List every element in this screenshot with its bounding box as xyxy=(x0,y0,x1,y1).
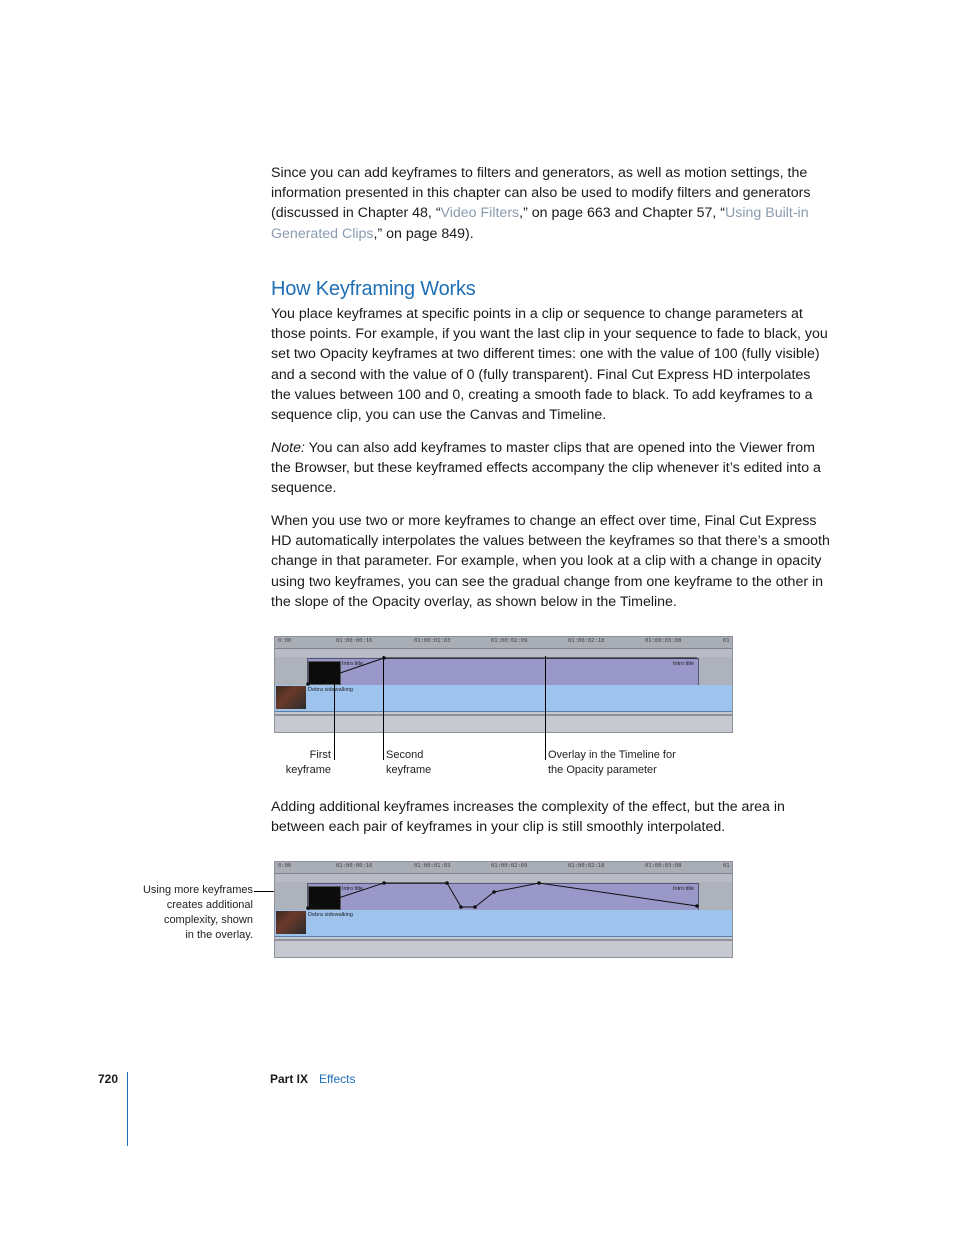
timecode: 0:00 xyxy=(278,863,292,869)
second-keyframe-callout: Second keyframe xyxy=(386,749,432,776)
timecode: 01:00:02:09 xyxy=(491,638,528,644)
video-filters-link[interactable]: Video Filters xyxy=(440,205,520,222)
video-clip-end-label: Intro title xyxy=(673,886,695,892)
overlay-callout: Overlay in the Timeline for the Opacity parameter xyxy=(548,749,676,776)
opacity-line xyxy=(308,883,697,908)
timecode: 01:00:01:03 xyxy=(414,863,451,869)
intro-text-2: ,” on page 663 and Chapter 57, “ xyxy=(519,205,726,222)
timecode: 01 xyxy=(723,863,730,869)
intro-text-3: ,” on page 849). xyxy=(373,225,474,242)
opacity-overlay-2 xyxy=(275,862,732,957)
timecode: 01:00:02:18 xyxy=(568,638,605,644)
audio-clip-label: Debra sidewalking xyxy=(308,687,353,693)
timeline-figure-2 xyxy=(274,861,733,958)
footer-rule xyxy=(127,1072,128,1146)
note-label: Note: xyxy=(271,440,305,456)
timecode: 01:00:03:08 xyxy=(645,863,682,869)
footer-part: Part IX xyxy=(270,1072,309,1086)
audio-clip-label: Debra sidewalking xyxy=(308,912,353,918)
keyframe-marker[interactable] xyxy=(445,881,449,885)
keyframe-marker[interactable] xyxy=(695,904,699,908)
timecode: 01:00:03:08 xyxy=(645,638,682,644)
paragraph-1: You place keyframes at specific points in a clip or sequence to change parameters at those points. For example, if you want the last clip in your sequence to fade to black, you set two Opacity keyframes at two different times: one with the value of 100 (fully visible) and a second with the value of 0 (fully transparent). Final Cut Express HD interpolates the values between 100 and 0, creating a smooth fade to black. To add keyframes to a sequence clip, you can use the Canvas and Timeline. xyxy=(271,306,828,424)
timecode: 01:00:02:18 xyxy=(568,863,605,869)
note-text: You can also add keyframes to master clips that are opened into the Viewer from the Browser, but these keyframed effects accompany the clip whenever it’s edited into a sequence. xyxy=(271,440,821,497)
generated-clips-link[interactable]: Using Built-in Generated Clips xyxy=(271,205,809,242)
keyframe-marker[interactable] xyxy=(306,906,310,910)
timecode: 01:00:00:16 xyxy=(336,863,373,869)
first-keyframe-callout: First keyframe xyxy=(285,749,331,776)
keyframe-marker[interactable] xyxy=(492,890,496,894)
keyframe-marker[interactable] xyxy=(537,881,541,885)
page-number: 720 xyxy=(98,1072,119,1086)
footer-section-link[interactable]: Effects xyxy=(319,1072,356,1086)
more-keyframes-callout: Using more keyframes creates additional complexity, shown in the overlay. xyxy=(142,884,253,941)
timecode: 01:00:00:16 xyxy=(336,638,373,644)
keyframe-marker[interactable] xyxy=(382,881,386,885)
timecode: 01 xyxy=(723,638,730,644)
keyframe-marker[interactable] xyxy=(473,905,477,909)
keyframe-marker[interactable] xyxy=(459,905,463,909)
paragraph-2: When you use two or more keyframes to change an effect over time, Final Cut Express HD automatically interpolates the values between the keyframes so that there’s a smooth change in that parameter. For example, when you look at a clip with a change in opacity using two keyframes, you can see the gradual change from one keyframe to the other in the slope of the Opacity overlay, as shown below in the Timeline. xyxy=(271,513,830,610)
video-clip-label: Intro title xyxy=(342,886,364,892)
timecode: 01:00:02:09 xyxy=(491,863,528,869)
paragraph-3: Adding additional keyframes increases the complexity of the effect, but the area in between each pair of keyframes in your clip is still smoothly interpolated. xyxy=(271,799,785,836)
timecode: 0:00 xyxy=(278,638,292,644)
section-heading: How Keyframing Works xyxy=(271,278,476,300)
video-clip-end-label: Intro title xyxy=(673,661,695,667)
video-clip-label: Intro title xyxy=(342,661,364,667)
timecode: 01:00:01:03 xyxy=(414,638,451,644)
intro-text-1: Since you can add keyframes to filters and generators, as well as motion settings, the information presented in this chapter can also be used to modify filters and generators (discussed in Chapter 48, “ xyxy=(271,165,811,222)
